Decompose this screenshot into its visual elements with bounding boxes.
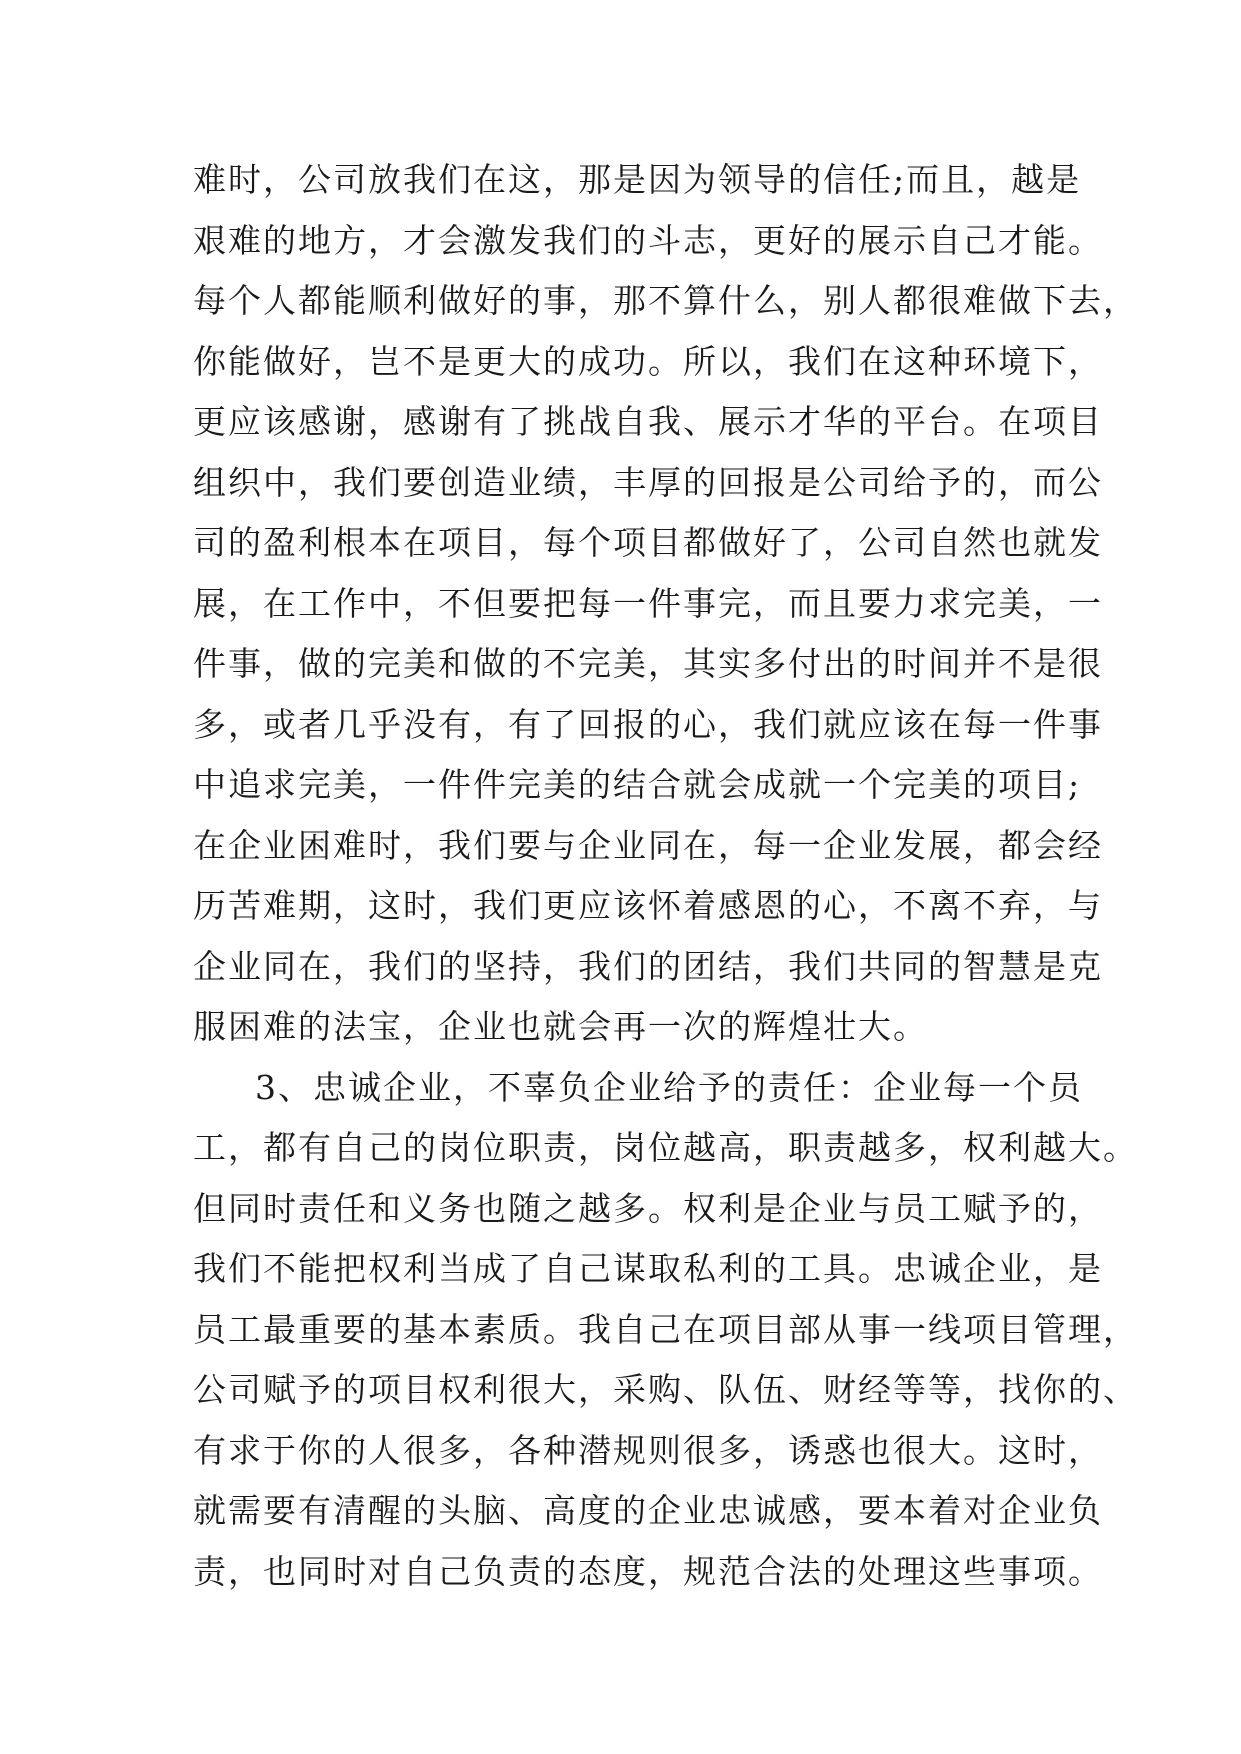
text-line: 我们不能把权利当成了自己谋取私利的工具。忠诚企业，是 [193, 1249, 1103, 1288]
text-line: 企业同在，我们的坚持，我们的团结，我们共同的智慧是克 [193, 946, 1103, 986]
text-line: 件事，做的完美和做的不完美，其实多付出的时间并不是很 [193, 644, 1103, 683]
text-line: 难时，公司放我们在这，那是因为领导的信任;而且，越是 [193, 160, 1082, 199]
body-text [193, 160, 1138, 1612]
text-line: 服困难的法宝，企业也就会再一次的辉煌壮大。 [193, 1007, 928, 1046]
text-line: 展，在工作中，不但要把每一件事完，而且要力求完美，一 [193, 583, 1103, 623]
text-line: 工，都有自己的岗位职责，岗位越高，职责越多，权利越大。 [193, 1128, 1138, 1167]
text-line: 多，或者几乎没有，有了回报的心，我们就应该在每一件事 [193, 704, 1103, 744]
text-line: 中追求完美，一件件完美的结合就会成就一个完美的项目; [193, 765, 1082, 804]
text-line: 艰难的地方，才会激发我们的斗志，更好的展示自己才能。 [193, 220, 1103, 260]
text-line: 公司赋予的项目权利很大，采购、队伍、财经等等，找你的、 [193, 1370, 1138, 1409]
text-line: 每个人都能顺利做好的事，那不算什么，别人都很难做下去， [193, 281, 1138, 320]
text-line: 组织中，我们要创造业绩，丰厚的回报是公司给予的，而公 [193, 462, 1103, 502]
text-line: 有求于你的人很多，各种潜规则很多，诱惑也很大。这时， [193, 1430, 1103, 1470]
text-line: 就需要有清醒的头脑、高度的企业忠诚感，要本着对企业负 [193, 1491, 1103, 1530]
text-line: 在企业困难时，我们要与企业同在，每一企业发展，都会经 [193, 825, 1103, 865]
section-3-first-line: 3、忠诚企业，不辜负企业给予的责任：企业每一个员 [255, 1067, 1083, 1107]
text-line: 员工最重要的基本素质。我自己在项目部从事一线项目管理， [193, 1309, 1138, 1349]
text-line: 司的盈利根本在项目，每个项目都做好了，公司自然也就发 [193, 523, 1103, 562]
text-line: 但同时责任和义务也随之越多。权利是企业与员工赋予的， [193, 1188, 1103, 1228]
text-line: 你能做好，岂不是更大的成功。所以，我们在这种环境下， [193, 341, 1103, 381]
text-line: 责，也同时对自己负责的态度，规范合法的处理这些事项。 [193, 1551, 1103, 1591]
text-line: 历苦难期，这时，我们更应该怀着感恩的心，不离不弃，与 [193, 886, 1103, 925]
text-line: 更应该感谢，感谢有了挑战自我、展示才华的平台。在项目 [193, 402, 1103, 441]
